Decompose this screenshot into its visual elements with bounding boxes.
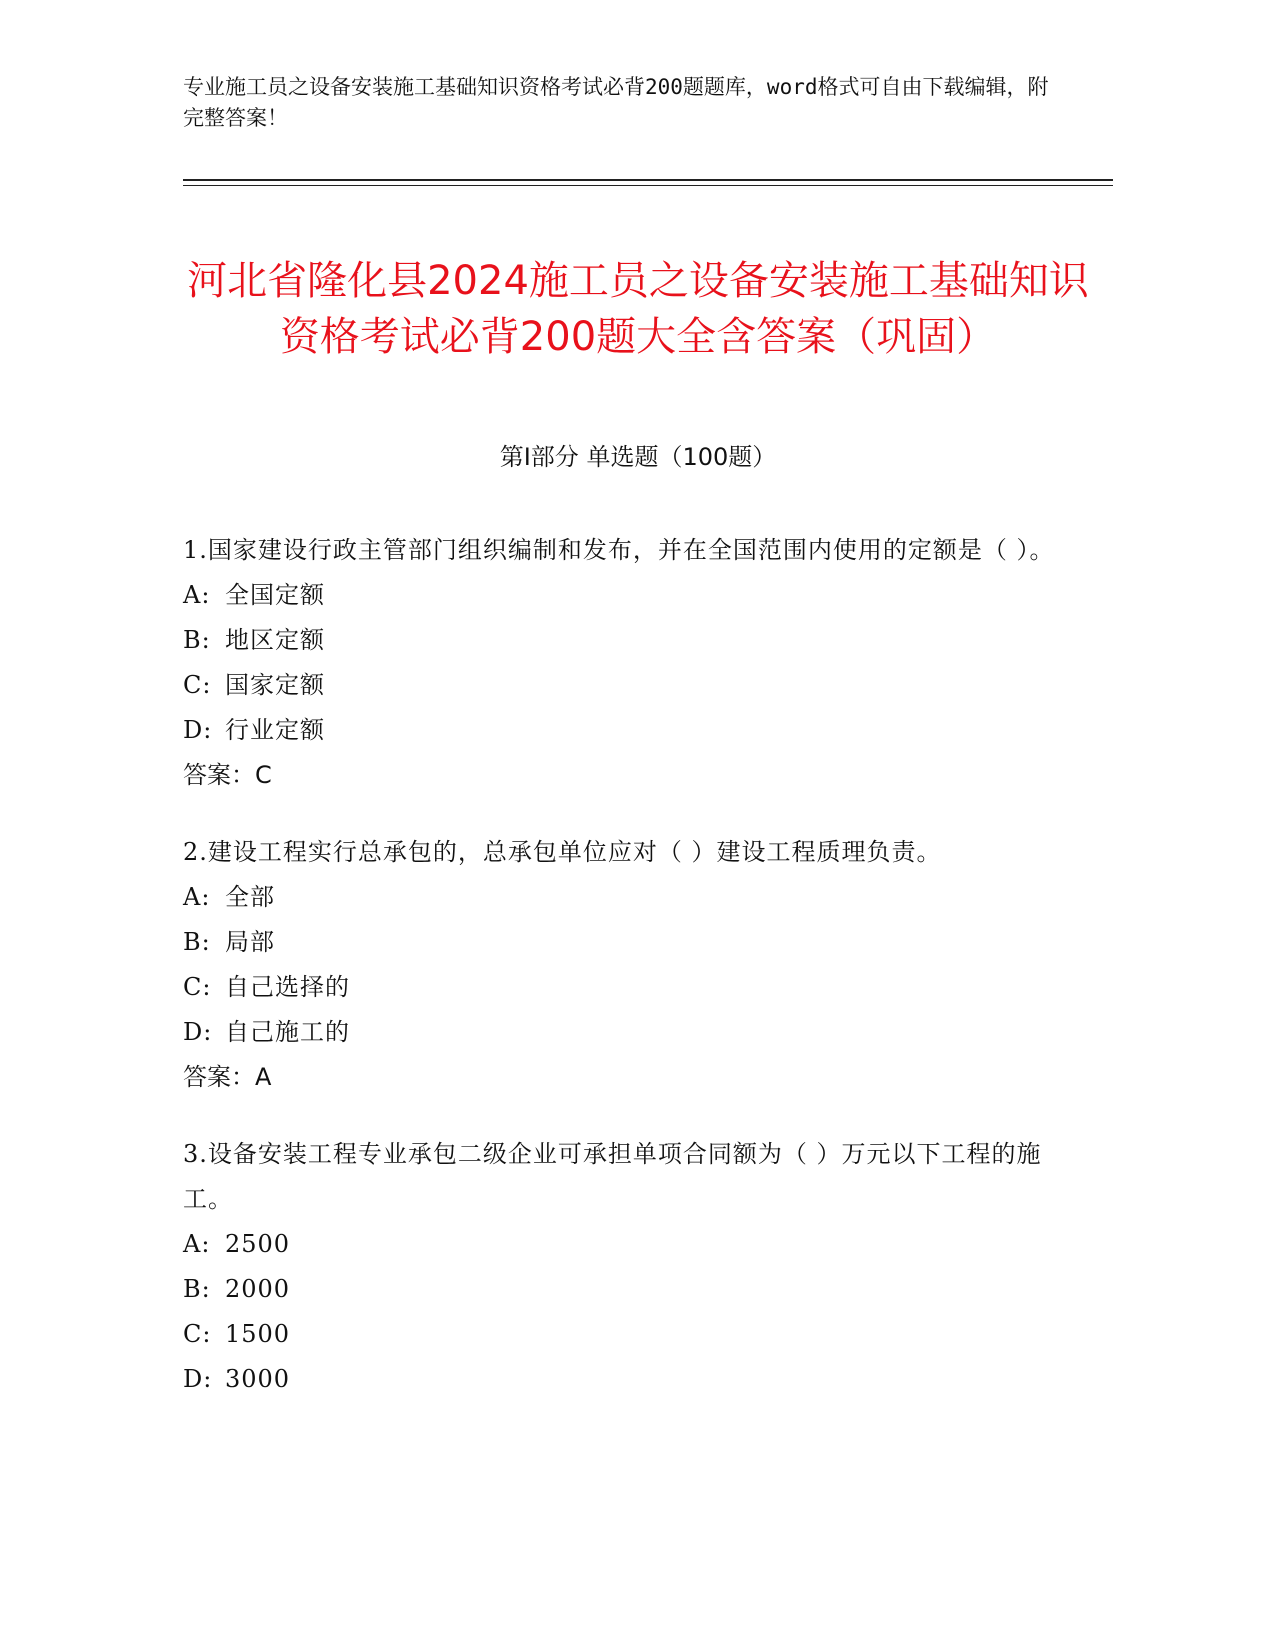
option-key: D: [183,1365,213,1393]
option-key: B: [183,928,211,956]
option-text: 自己选择的 [225,973,350,1001]
option-key: A: [183,883,211,911]
option-a [183,1222,1063,1267]
question-list [183,528,1063,1434]
option-key: D: [183,1018,213,1046]
option-text: 地区定额 [225,626,325,654]
option-text: 国家定额 [225,671,325,699]
option-a [183,875,1063,920]
option-text: 3000 [225,1365,291,1393]
option-text: 全国定额 [225,581,325,609]
header-divider-thin [183,185,1113,186]
option-b [183,920,1063,965]
option-c [183,965,1063,1010]
option-c [183,1312,1063,1357]
option-text: 自己施工的 [225,1018,350,1046]
question-stem: 2.建设工程实行总承包的，总承包单位应对（ ）建设工程质理负责。 [183,838,942,866]
question-stem: 3.设备安装工程专业承包二级企业可承担单项合同额为（ ）万元以下工程的施工。 [183,1140,1042,1213]
header-note: 专业施工员之设备安装施工基础知识资格考试必背200题题库，word格式可自由下载编辑，附完整答案！ [183,75,1049,130]
header-divider [183,179,1113,181]
option-text: 行业定额 [225,716,325,744]
question-stem: 1.国家建设行政主管部门组织编制和发布，并在全国范围内使用的定额是（ ）。 [183,536,1055,564]
answer-line: 答案：A [183,1063,272,1091]
option-key: A: [183,581,211,609]
question-item [183,1132,1063,1402]
document-title: 河北省隆化县2024施工员之设备安装施工基础知识资格考试必背200题大全含答案（巩固） [187,257,1089,360]
option-d [183,1010,1063,1055]
option-d [183,708,1063,753]
option-key: C: [183,1320,212,1348]
option-key: B: [183,626,211,654]
answer-line: 答案：C [183,761,272,789]
option-key: A: [183,1230,211,1258]
option-key: B: [183,1275,211,1303]
option-key: C: [183,973,212,1001]
option-b [183,618,1063,663]
section-title: 第Ⅰ部分 单选题（100题） [499,443,777,471]
option-key: C: [183,671,212,699]
option-text: 局部 [225,928,275,956]
option-text: 全部 [225,883,275,911]
question-item [183,830,1063,1100]
question-item [183,528,1063,798]
option-key: D: [183,716,213,744]
option-text: 2000 [225,1275,291,1303]
option-c [183,663,1063,708]
option-a [183,573,1063,618]
option-text: 1500 [225,1320,291,1348]
option-b [183,1267,1063,1312]
option-text: 2500 [225,1230,291,1258]
option-d [183,1357,1063,1402]
